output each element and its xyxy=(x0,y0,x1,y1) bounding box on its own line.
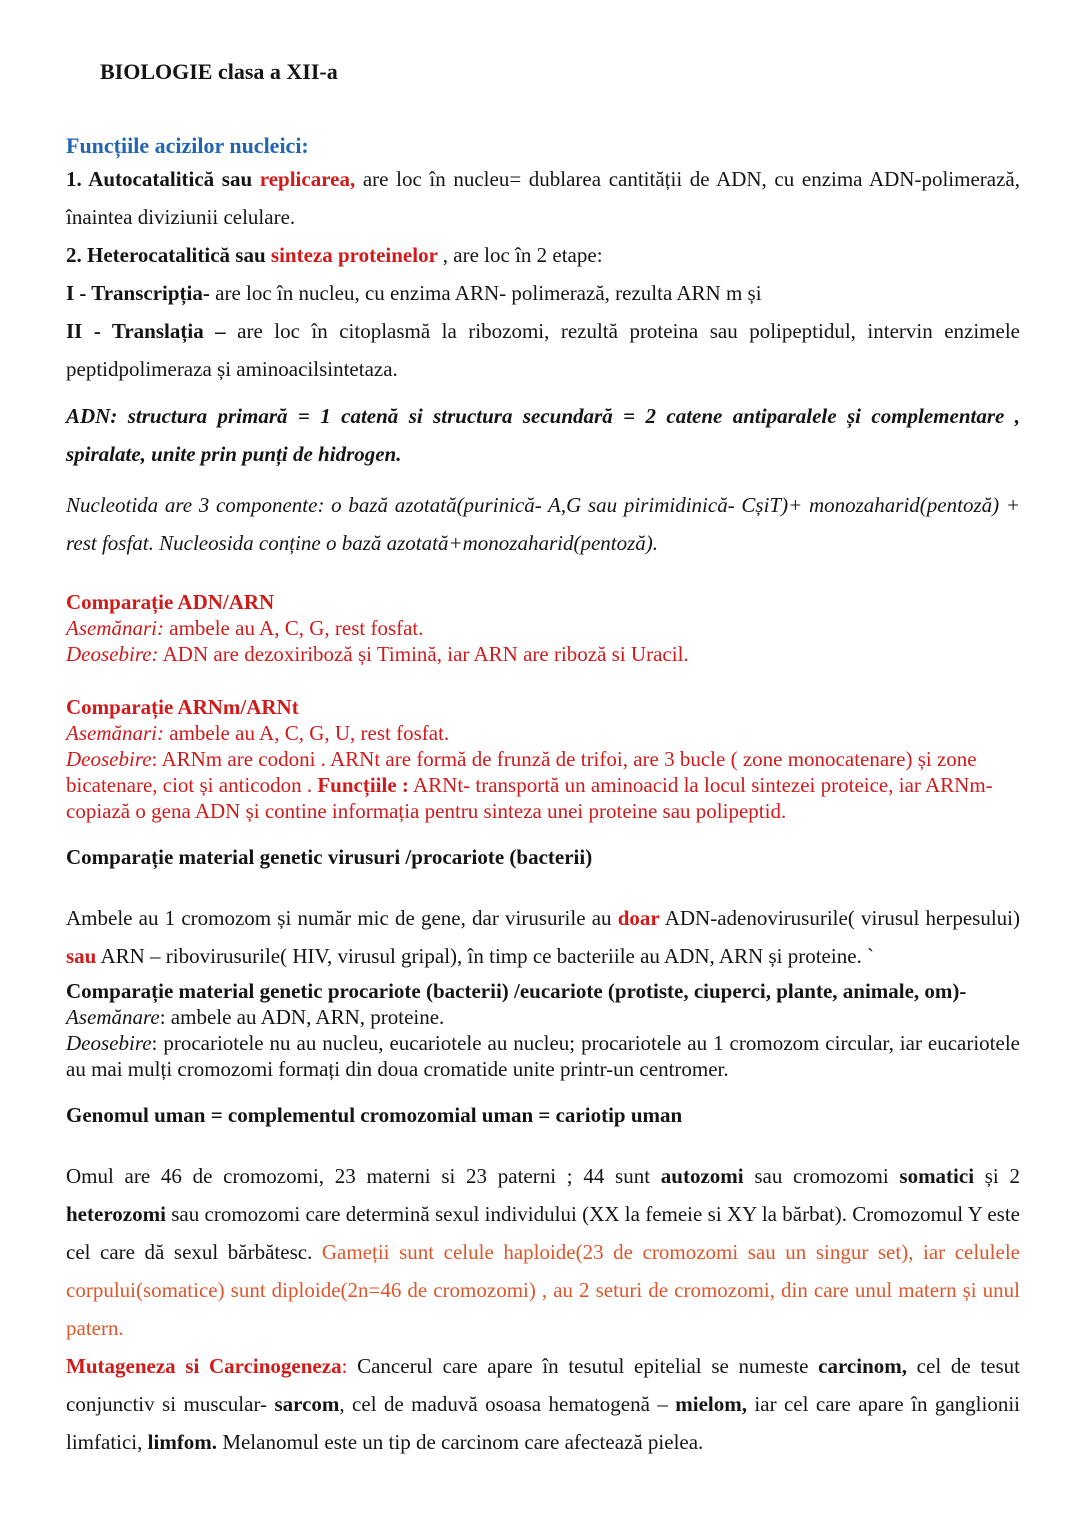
text-run: II - Translația – xyxy=(66,319,238,343)
text-run: Asemănari: xyxy=(66,721,164,745)
text-run: : ambele au ADN, ARN, proteine. xyxy=(159,1005,445,1029)
heading-genomul-uman xyxy=(66,1102,1020,1129)
paragraph-nucleotida xyxy=(66,486,1020,562)
text-run: sarcom xyxy=(274,1392,340,1416)
text-run: sau xyxy=(66,944,97,968)
text-run: ambele au A, C, G, rest fosfat. xyxy=(164,616,424,640)
text-run: Comparație material genetic procariote (bacterii) /eucariote (protiste, ciuperci, plante, animale, om)- xyxy=(66,979,967,1003)
text-run: are loc în nucleu= dublarea cantității de ADN, cu enzima ADN-polimerază, înaintea diviziunii celulare. xyxy=(66,167,1020,229)
text-run: sau cromozomi xyxy=(743,1164,900,1188)
text-run: limfom. xyxy=(147,1430,218,1454)
text-run: : procariotele nu au nucleu, eucariotele au nucleu; procariotele au 1 cromozom circular, iar eucariotele au mai mulți cromozomi formați din doua cromatide unite printr-un centromer. xyxy=(66,1031,1020,1081)
text-run: are loc în nucleu, cu enzima ARN- polimerază, rezulta ARN m și xyxy=(209,281,762,305)
line-asemanare-procariote-eucariote xyxy=(66,1004,1020,1030)
text-run: mielom, xyxy=(675,1392,747,1416)
text-run: 1. Autocatalitică sau xyxy=(66,167,260,191)
text-run: heterozomi xyxy=(66,1202,166,1226)
paragraph-mutageneza xyxy=(66,1347,1020,1461)
text-run: : xyxy=(341,1354,358,1378)
text-run: BIOLOGIE clasa a XII-a xyxy=(100,59,338,84)
text-run: iar cel care apare în ganglionii limfatici, xyxy=(66,1392,1021,1454)
paragraph-autocatalitica xyxy=(66,160,1020,236)
doc-title xyxy=(100,58,1020,86)
heading-comparatie-procariote-eucariote xyxy=(66,978,1020,1004)
text-run: 2. Heterocatalitică sau xyxy=(66,243,271,267)
paragraph-heterocatalitica xyxy=(66,236,1020,274)
text-run: : ARNm are codoni . ARNt are formă de frunză de trifoi, are 3 bucle ( zone monocatenare) și zone bicatenare, ciot și anticodon . xyxy=(66,747,977,797)
text-run: , are loc în 2 etape: xyxy=(442,243,603,267)
text-run: ambele au A, C, G, U, rest fosfat. xyxy=(164,721,450,745)
paragraph-translatia xyxy=(66,312,1020,388)
paragraph-deosebire-procariote-eucariote xyxy=(66,1030,1020,1082)
text-run: autozomi xyxy=(660,1164,744,1188)
text-run: Omul are 46 de cromozomi, 23 materni si 23 paterni ; 44 sunt xyxy=(66,1164,661,1188)
text-run: Funcțiile acizilor nucleici: xyxy=(66,133,309,158)
red-line-deosebire-adn-arn xyxy=(66,641,1020,667)
text-run: ADN-adenovirusurile( virusul herpesului) xyxy=(659,906,1020,930)
text-run: Deosebire xyxy=(66,747,152,771)
text-run: Deosebire: xyxy=(66,642,159,666)
text-run: Ambele au 1 cromozom și număr mic de gene, dar virusurile au xyxy=(66,906,618,930)
text-run: Funcțiile : xyxy=(317,773,409,797)
text-run: Gameții sunt celule haploide(23 de cromozomi sau un singur set), iar celulele corpului(somatice) sunt diploide(2n=46 de cromozomi) , au 2 seturi de cromozomi, din care unul matern și unul patern. xyxy=(66,1240,1020,1340)
text-run: cel de tesut conjunctiv si muscular- xyxy=(66,1354,1020,1416)
section-heading-functiile xyxy=(66,132,1020,160)
text-run: sinteza proteinelor xyxy=(270,243,443,267)
text-run: replicarea, xyxy=(259,167,356,191)
paragraph-transcriptia xyxy=(66,274,1020,312)
text-run: Comparație ARNm/ARNt xyxy=(66,695,299,719)
text-run: Asemănari: xyxy=(66,616,164,640)
red-paragraph-deosebire-arnm-arnt xyxy=(66,746,1020,824)
paragraph-adn-structura xyxy=(66,397,1020,473)
text-run: ARNt- transportă un aminoacid la locul sintezei proteice, iar ARNm- copiază o gena ADN și contine informația pentru sinteza unei proteine sau polipeptid. xyxy=(66,773,993,823)
red-line-asemanari-arnm-arnt xyxy=(66,720,1020,746)
paragraph-ambele-cromozom xyxy=(66,899,1020,975)
text-run: are loc în citoplasmă la ribozomi, rezultă proteina sau polipeptidul, intervin enzimele peptidpolimeraza și aminoacilsintetaza. xyxy=(66,319,1020,381)
document-body xyxy=(66,58,1020,1461)
text-run: Comparație material genetic virusuri /procariote (bacterii) xyxy=(66,845,593,869)
text-run: Melanomul este un tip de carcinom care afectează pielea. xyxy=(217,1430,704,1454)
text-run: ARN – ribovirusurile( HIV, virusul gripal), în timp ce bacteriile au ADN, ARN și proteine. ` xyxy=(96,944,875,968)
text-run: Genomul uman = complementul cromozomial uman = cariotip uman xyxy=(66,1103,683,1127)
text-run: somatici xyxy=(899,1164,975,1188)
text-run: ADN: structura primară = 1 catenă si structura secundară = 2 catene antiparalele și complementare , spiralate, unite prin punți de hidrogen. xyxy=(66,404,1020,466)
text-run: doar xyxy=(617,906,660,930)
text-run: Mutageneza si Carcinogeneza xyxy=(66,1354,342,1378)
text-run: I - Transcripția- xyxy=(66,281,210,305)
red-heading-comparatie-adn-arn xyxy=(66,589,1020,615)
text-run: sau cromozomi care determină sexul individului (XX la femeie si XY la bărbat). Cromozomul Y este cel care dă sexul bărbătesc. xyxy=(66,1202,1020,1264)
text-run: și 2 xyxy=(974,1164,1020,1188)
paragraph-omul-cromozomi xyxy=(66,1157,1020,1347)
heading-comparatie-virusuri-procariote xyxy=(66,844,1020,871)
text-run: Nucleotida are 3 componente: o bază azotată(purinică- A,G sau pirimidinică- CșiT)+ monozaharid(pentoză) + rest fosfat. Nucleosida conține o bază azotată+monozaharid(pentoză). xyxy=(66,493,1020,555)
text-run: Asemănare xyxy=(66,1005,160,1029)
red-line-asemanari-adn-arn xyxy=(66,615,1020,641)
red-heading-comparatie-arnm-arnt xyxy=(66,694,1020,720)
text-run: ADN are dezoxiriboză și Timină, iar ARN are riboză si Uracil. xyxy=(158,642,689,666)
text-run: Deosebire xyxy=(66,1031,152,1055)
text-run: , cel de maduvă osoasa hematogenă – xyxy=(339,1392,676,1416)
text-run: Cancerul care apare în tesutul epitelial se numeste xyxy=(357,1354,819,1378)
text-run: carcinom, xyxy=(818,1354,907,1378)
text-run: Comparație ADN/ARN xyxy=(66,590,275,614)
